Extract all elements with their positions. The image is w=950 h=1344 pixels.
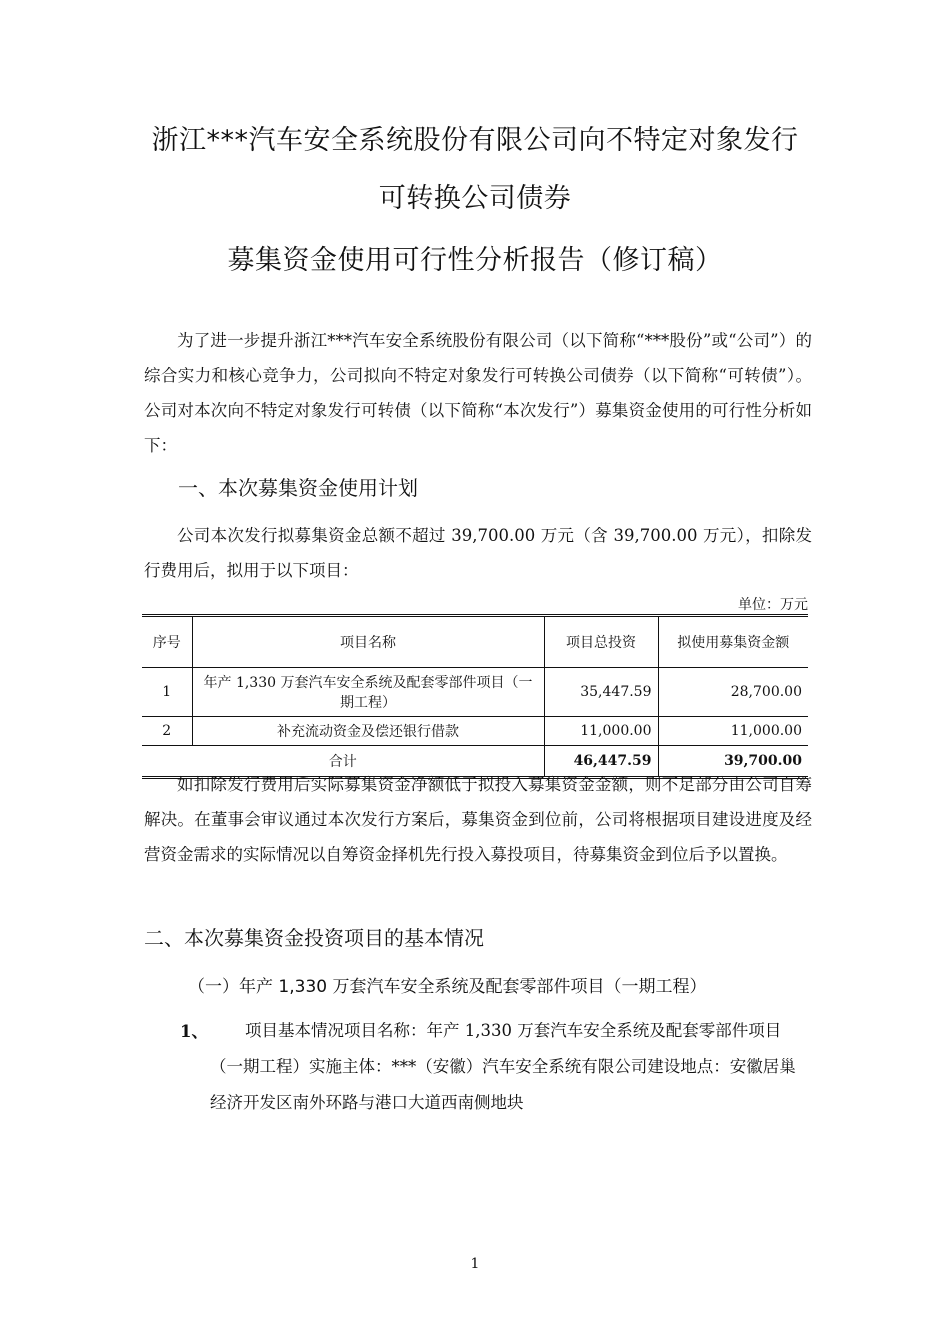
header-cell-total: 项目总投资: [544, 616, 658, 668]
header-cell-name: 项目名称: [192, 616, 544, 668]
table-row: [142, 717, 808, 746]
intro-paragraph: 为了进一步提升浙江***汽车安全系统股份有限公司（以下简称“***股份”或“公司”）的综合实力和核心竞争力，公司拟向不特定对象发行可转换公司债券（以下简称“可转债”）。公司对本次向不特定对象发行可转债（以下简称“本次发行”）募集资金使用的可行性分析如下：: [144, 331, 812, 455]
doc-title-line2: 可转换公司债券: [378, 183, 572, 214]
row-raised: 28,700.00: [658, 668, 808, 717]
header-cell-raised: 拟使用募集资金额: [658, 616, 808, 668]
funding-plan-table: [142, 614, 808, 779]
table-row: [142, 668, 808, 717]
section1-after-paragraph: 如扣除发行费用后实际募集资金净额低于拟投入募集资金金额，则不足部分由公司自筹解决。在董事会审议通过本次发行方案后，募集资金到位前，公司将根据项目建设进度及经营资金需求的实际情况以自筹资金择机先行投入募投项目，待募集资金到位后予以置换。: [144, 775, 812, 864]
section2-heading: 二、本次募集资金投资项目的基本情况: [144, 926, 484, 950]
row-total: 11,000.00: [544, 717, 658, 746]
row-raised: 11,000.00: [658, 717, 808, 746]
header-cell-no: 序号: [142, 616, 192, 668]
section1-heading: 一、本次募集资金使用计划: [178, 476, 418, 500]
doc-title-line3: 募集资金使用可行性分析报告（修订稿）: [227, 245, 723, 276]
row-no: 1: [142, 668, 192, 717]
row-no: 2: [142, 717, 192, 746]
total-investment: 46,447.59: [544, 746, 658, 778]
unit-label: 单位：万元: [738, 597, 808, 613]
total-raised: 39,700.00: [658, 746, 808, 778]
item-text: 项目基本情况项目名称：年产 1,330 万套汽车安全系统及配套零部件项目（一期工程）实施主体：***（安徽）汽车安全系统有限公司建设地点：安徽居巢经济开发区南外环路与港口大道西南侧地块: [210, 1021, 796, 1112]
section1-paragraph: 公司本次发行拟募集资金总额不超过 39,700.00 万元（含 39,700.00 万元），扣除发行费用后，拟用于以下项目：: [144, 526, 812, 580]
row-total: 35,447.59: [544, 668, 658, 717]
item-number: 1、: [180, 1022, 208, 1041]
doc-title-line1: 浙江***汽车安全系统股份有限公司向不特定对象发行: [151, 125, 799, 156]
row-name: 年产 1,330 万套汽车安全系统及配套零部件项目（一期工程）: [192, 668, 544, 717]
row-name: 补充流动资金及偿还银行借款: [192, 717, 544, 746]
section2-subheading: （一）年产 1,330 万套汽车安全系统及配套零部件项目（一期工程）: [188, 977, 707, 997]
total-label: 合计: [142, 746, 544, 778]
table-header-row: [142, 616, 808, 668]
page-number: 1: [470, 1256, 480, 1272]
